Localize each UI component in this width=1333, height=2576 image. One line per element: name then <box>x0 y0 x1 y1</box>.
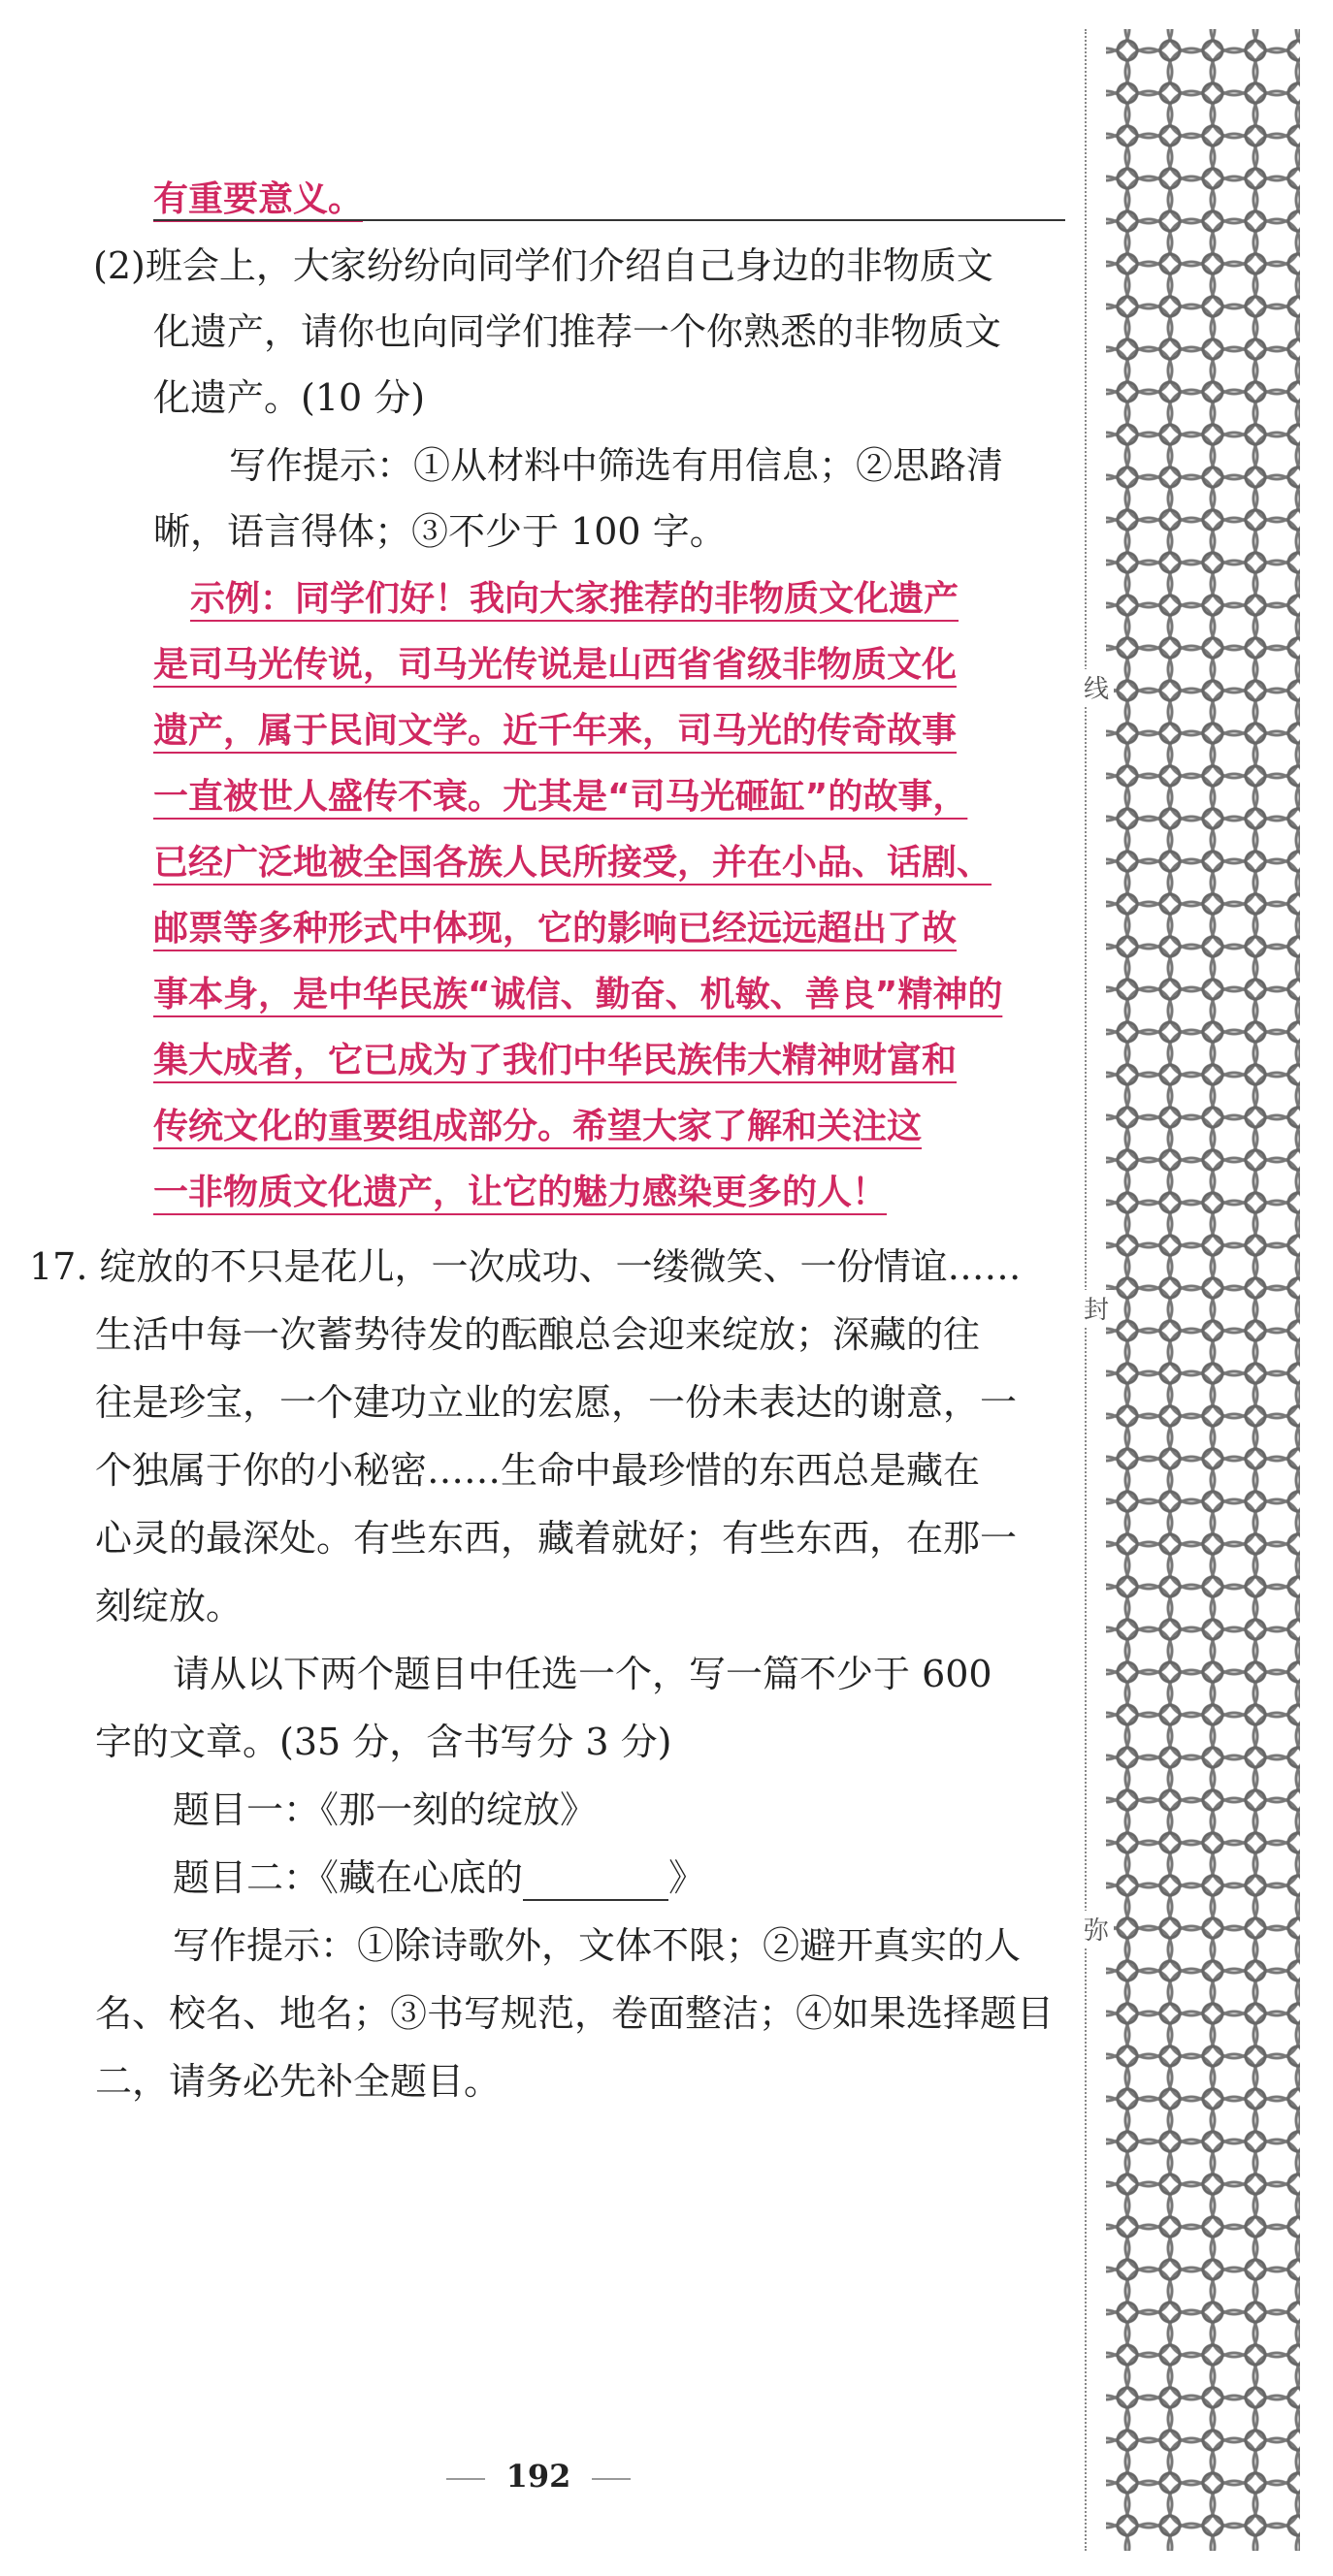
example-answer-line: 邮票等多种形式中体现，它的影响已经远远超出了故 <box>153 909 958 949</box>
question-text: (2)班会上，大家纷纷向同学们介绍自己身边的非物质文 <box>93 244 993 287</box>
decorative-pattern-strip <box>1106 29 1300 2551</box>
example-answer-line: 集大成者，它已成为了我们中华民族伟大精神财富和 <box>153 1041 958 1080</box>
example-answer-line: 示例：同学们好！我向大家推荐的非物质文化遗产 <box>190 579 959 619</box>
essay-title-one: 题目一：《那一刻的绽放》 <box>173 1788 598 1831</box>
title-blank <box>523 1866 668 1901</box>
example-answer-line: 遗产，属于民间文学。近千年来，司马光的传奇故事 <box>153 711 958 751</box>
example-answer-line: 传统文化的重要组成部分。希望大家了解和关注这 <box>153 1107 923 1146</box>
margin-mark-middle: 封 <box>1079 1290 1114 1326</box>
writing-tip: 写作提示：①从材料中筛选有用信息；②思路清 <box>229 444 1004 487</box>
margin-mark-bottom: 弥 <box>1079 1911 1114 1947</box>
page-footer <box>0 2458 1077 2495</box>
example-answer-line: 一直被世人盛传不衰。尤其是“司马光砸缸”的故事， <box>153 777 968 817</box>
writing-tip: 晰，语言得体；③不少于 100 字。 <box>153 510 727 553</box>
footer-dash-right <box>592 2478 631 2480</box>
answer-line: 有重要意义。 <box>153 179 364 219</box>
writing-tip: 名、校名、地名；③书写规范，卷面整洁；④如果选择题目 <box>95 1992 1055 2035</box>
question-17-text: 刻绽放。 <box>95 1585 244 1627</box>
example-answer-line: 事本身，是中华民族“诚信、勤奋、机敏、善良”精神的 <box>153 975 1003 1014</box>
answer-underline <box>153 219 1065 221</box>
page-number: 192 <box>505 2458 571 2495</box>
essay-title-two-suffix: 》 <box>668 1856 706 1899</box>
question-text: 化遗产。(10 分) <box>153 376 426 419</box>
question-17-text: 17. 绽放的不只是花儿，一次成功、一缕微笑、一份情谊…… <box>29 1245 1022 1288</box>
example-answer-line: 已经广泛地被全国各族人民所接受，并在小品、话剧、 <box>153 843 992 883</box>
essay-title-two <box>173 1854 705 1901</box>
writing-tip: 二，请务必先补全题目。 <box>95 2060 502 2103</box>
margin-mark-top: 线 <box>1079 669 1114 705</box>
question-17-text: 心灵的最深处。有些东西，藏着就好；有些东西，在那一 <box>95 1517 1018 1560</box>
footer-dash-left <box>446 2478 485 2480</box>
requirement-text: 字的文章。(35 分，含书写分 3 分) <box>95 1721 672 1763</box>
example-answer-line: 是司马光传说，司马光传说是山西省省级非物质文化 <box>153 645 958 685</box>
writing-tip: 写作提示：①除诗歌外，文体不限；②避开真实的人 <box>173 1924 1022 1967</box>
question-17-text: 生活中每一次蓄势待发的酝酿总会迎来绽放；深藏的往 <box>95 1313 981 1356</box>
requirement-text: 请从以下两个题目中任选一个，写一篇不少于 600 <box>173 1653 992 1695</box>
essay-title-two-prefix: 题目二：《藏在心底的 <box>173 1856 524 1899</box>
question-text: 化遗产，请你也向同学们推荐一个你熟悉的非物质文 <box>153 310 1002 353</box>
example-answer-line: 一非物质文化遗产，让它的魅力感染更多的人！ <box>153 1173 888 1212</box>
question-17-text: 往是珍宝，一个建功立业的宏愿，一份未表达的谢意，一 <box>95 1381 1018 1424</box>
question-17-text: 个独属于你的小秘密……生命中最珍惜的东西总是藏在 <box>95 1449 981 1492</box>
